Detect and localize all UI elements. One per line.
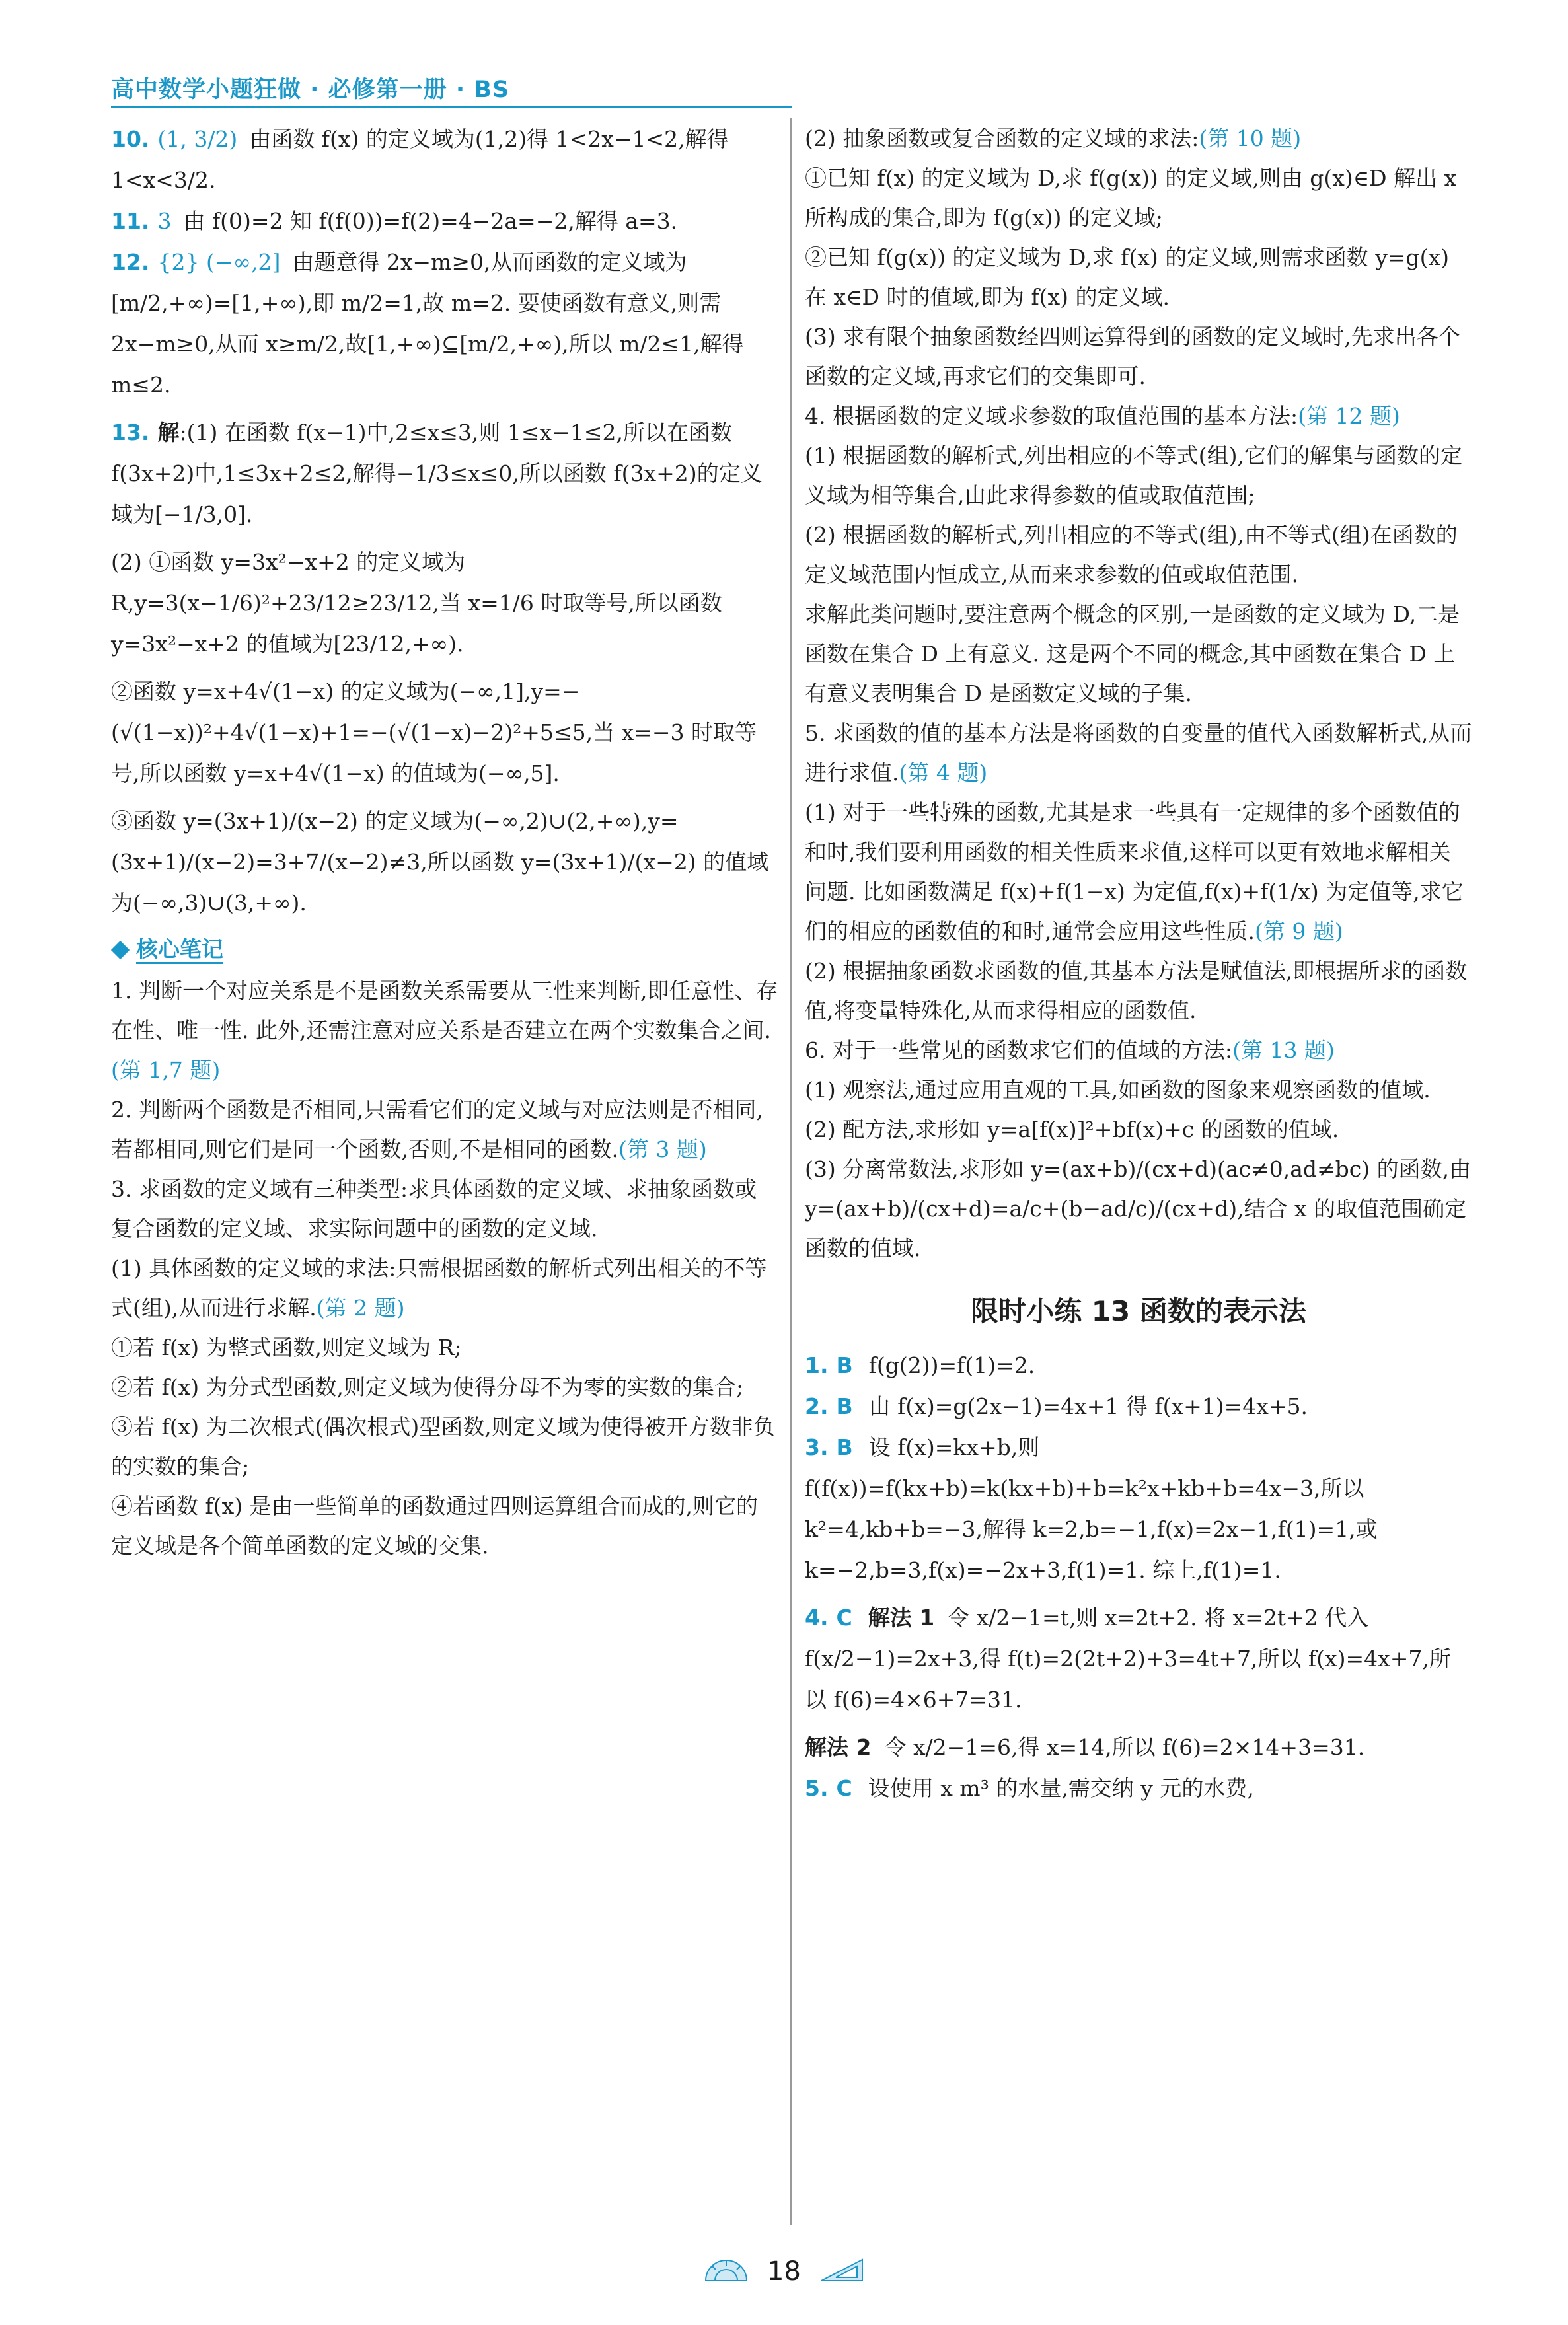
left-column <box>111 119 778 1566</box>
practice-answer-4: 4. C 解法 1 令 x/2−1=t,则 x=2t+2. 将 x=2t+2 代入 f(x/2−1)=2x+3,得 f(t)=2(2t+2)+3=4t+7,所以 f(x)=4x+7,所以 f(6)=4×6+7=31. <box>805 1605 1451 1713</box>
protractor-icon <box>703 2257 749 2286</box>
answer-13-part2a: (2) ①函数 y=3x²−x+2 的定义域为 R,y=3(x−1/6)²+23/12≥23/12,当 x=1/6 时取等号,所以函数 y=3x²−x+2 的值域为[23/12,+∞). <box>111 549 722 657</box>
page-footer <box>0 2256 1568 2287</box>
practice-answer-2: 2. B 由 f(x)=g(2x−1)=4x+1 得 f(x+1)=4x+5. <box>805 1393 1308 1419</box>
note-6-3: (3) 分离常数法,求形如 y=(ax+b)/(cx+d)(ac≠0,ad≠bc) 的函数,由 y=(ax+b)/(cx+d)=a/c+(b−ad/c)/(cx+d),结合 x 的取值范围确定函数的值域. <box>805 1156 1472 1261</box>
column-divider <box>790 118 792 2225</box>
answer-13-part2c: ③函数 y=(3x+1)/(x−2) 的定义域为(−∞,2)∪(2,+∞),y=(3x+1)/(x−2)=3+7/(x−2)≠3,所以函数 y=(3x+1)/(x−2) 的值域为(−∞,3)∪(3,+∞). <box>111 808 769 916</box>
note-3-1b: ②若 f(x) 为分式型函数,则定义域为使得分母不为零的实数的集合; <box>111 1374 744 1400</box>
note-6: 6. 对于一些常见的函数求它们的值域的方法:(第 13 题) <box>805 1037 1335 1063</box>
section-title: 限时小练 13 函数的表示法 <box>971 1295 1306 1327</box>
note-4-2: (2) 根据函数的解析式,列出相应的不等式(组),由不等式(组)在函数的定义域范围内恒成立,从而来求参数的值或取值范围. <box>805 522 1458 587</box>
practice-answer-3: 3. B 设 f(x)=kx+b,则 f(f(x))=f(kx+b)=k(kx+b)+b=k²x+kb+b=4x−3,所以 k²=4,kb+b=−3,解得 k=2,b=−1,f(x)=2x−1,f(1)=1,或 k=−2,b=3,f(x)=−2x+3,f(1)=1. 综上,f(1)=1. <box>805 1434 1378 1583</box>
note-3-1: (1) 具体函数的定义域的求法:只需根据函数的解析式列出相关的不等式(组),从而进行求解.(第 2 题) <box>111 1255 767 1321</box>
note-2: 2. 判断两个函数是否相同,只需看它们的定义域与对应法则是否相同,若都相同,则它们是同一个函数,否则,不是相同的函数.(第 3 题) <box>111 1097 763 1162</box>
note-3-2a: ①已知 f(x) 的定义域为 D,求 f(g(x)) 的定义域,则由 g(x)∈D 解出 x 所构成的集合,即为 f(g(x)) 的定义域; <box>805 165 1457 231</box>
note-3: 3. 求函数的定义域有三种类型:求具体函数的定义域、求抽象函数或复合函数的定义域、求实际问题中的函数的定义域. <box>111 1176 757 1241</box>
practice-answer-4-method-2: 解法 2 令 x/2−1=6,得 x=14,所以 f(6)=2×14+3=31. <box>805 1734 1365 1760</box>
note-3-1d: ④若函数 f(x) 是由一些简单的函数通过四则运算组合而成的,则它的定义域是各个简单函数的定义域的交集. <box>111 1493 759 1559</box>
note-4-remark: 求解此类问题时,要注意两个概念的区别,一是函数的定义域为 D,二是函数在集合 D 上有意义. 这是两个不同的概念,其中函数在集合 D 上有意义表明集合 D 是函数定义域的子集. <box>805 601 1460 706</box>
header-rule <box>111 106 792 108</box>
note-3-3: (3) 求有限个抽象函数经四则运算得到的函数的定义域时,先求出各个函数的定义域,再求它们的交集即可. <box>805 324 1460 389</box>
answer-11: 11. 3 由 f(0)=2 知 f(f(0))=f(2)=4−2a=−2,解得 a=3. <box>111 208 678 234</box>
header-title: 高中数学小题狂做 · 必修第一册 · BS <box>111 77 510 103</box>
note-5-1: (1) 对于一些特殊的函数,尤其是求一些具有一定规律的多个函数值的和时,我们要利用函数的相关性质来求值,这样可以更有效地求解相关问题. 比如函数满足 f(x)+f(1−x) 为定值,f(x)+f(1/x) 为定值等,求它们的相应的函数值的和时,通常会应用这些性质.(第 9 题) <box>805 799 1464 944</box>
note-3-1c: ③若 f(x) 为二次根式(偶次根式)型函数,则定义域为使得被开方数非负的实数的集合; <box>111 1414 775 1479</box>
triangle-ruler-icon <box>819 2257 865 2286</box>
note-4: 4. 根据函数的定义域求参数的取值范围的基本方法:(第 12 题) <box>805 403 1400 429</box>
practice-answer-5: 5. C 设使用 x m³ 的水量,需交纳 y 元的水费, <box>805 1775 1254 1801</box>
note-5-2: (2) 根据抽象函数求函数的值,其基本方法是赋值法,即根据所求的函数值,将变量特殊化,从而求得相应的函数值. <box>805 958 1468 1023</box>
page-header <box>111 71 792 104</box>
core-notes-heading: 核心笔记 <box>111 929 778 970</box>
answer-13-part2b: ②函数 y=x+4√(1−x) 的定义域为(−∞,1],y=−(√(1−x))²+4√(1−x)+1=−(√(1−x)−2)²+5≤5,当 x=−3 时取等号,所以函数 y=x+4√(1−x) 的值域为(−∞,5]. <box>111 679 757 786</box>
note-3-2b: ②已知 f(g(x)) 的定义域为 D,求 f(x) 的定义域,则需求函数 y=g(x) 在 x∈D 时的值域,即为 f(x) 的定义域. <box>805 244 1449 310</box>
right-column <box>805 119 1472 1809</box>
answer-10: 10. (1, 3/2) 由函数 f(x) 的定义域为(1,2)得 1<2x−1<2,解得 1<x<3/2. <box>111 126 729 193</box>
note-4-1: (1) 根据函数的解析式,列出相应的不等式(组),它们的解集与函数的定义域为相等集合,由此求得参数的值或取值范围; <box>805 443 1462 508</box>
note-1: 1. 判断一个对应关系是不是函数关系需要从三性来判断,即任意性、存在性、唯一性. 此外,还需注意对应关系是否建立在两个实数集合之间.(第 1,7 题) <box>111 978 778 1083</box>
answer-13: 13. 解:(1) 在函数 f(x−1)中,2≤x≤3,则 1≤x−1≤2,所以在函数 f(3x+2)中,1≤3x+2≤2,解得−1/3≤x≤0,所以函数 f(3x+2)的定义域为[−1/3,0]. <box>111 420 763 527</box>
note-6-1: (1) 观察法,通过应用直观的工具,如函数的图象来观察函数的值域. <box>805 1077 1431 1103</box>
note-3-2: (2) 抽象函数或复合函数的定义域的求法:(第 10 题) <box>805 126 1302 151</box>
note-6-2: (2) 配方法,求形如 y=a[f(x)]²+bf(x)+c 的函数的值域. <box>805 1117 1339 1142</box>
note-3-1a: ①若 f(x) 为整式函数,则定义域为 R; <box>111 1335 462 1360</box>
practice-answer-1: 1. B f(g(2))=f(1)=2. <box>805 1352 1035 1378</box>
note-5: 5. 求函数的值的基本方法是将函数的自变量的值代入函数解析式,从而进行求值.(第 4 题) <box>805 720 1472 786</box>
diamond-icon <box>111 940 130 959</box>
answer-12: 12. {2} (−∞,2] 由题意得 2x−m≥0,从而函数的定义域为[m/2,+∞)=[1,+∞),即 m/2=1,故 m=2. 要使函数有意义,则需 2x−m≥0,从而 x≥m/2,故[1,+∞)⊆[m/2,+∞),所以 m/2≤1,解得 m≤2. <box>111 249 744 398</box>
page-number: 18 <box>767 2256 801 2287</box>
